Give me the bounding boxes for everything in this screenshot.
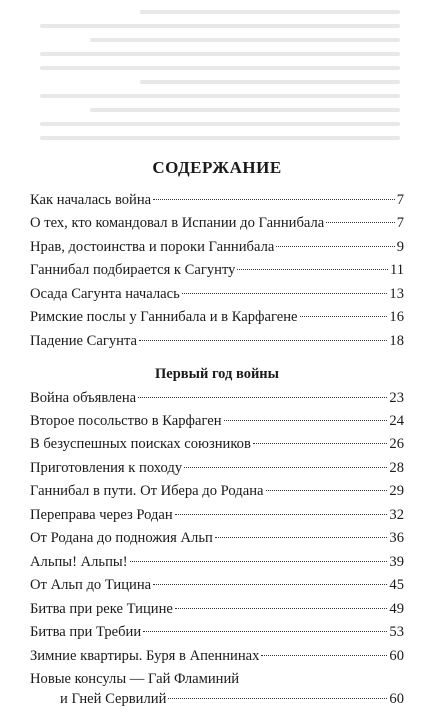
toc-entry-title: От Родана до подножия Альп [30,530,213,547]
toc-entry-page: 60 [389,690,404,707]
toc-entry [30,482,404,502]
toc-entry-page: 7 [396,215,404,232]
toc-title: СОДЕРЖАНИЕ [152,158,282,177]
toc-entry [30,412,404,432]
dot-leader [326,222,394,223]
toc-entry [30,506,404,526]
toc-entry-page: 29 [389,483,404,500]
toc-entry-page: 39 [389,553,404,570]
toc-entry [30,576,404,596]
toc-entry-title: О тех, кто командовал в Испании до Ганнибала [30,215,325,232]
toc-entry-title: Альпы! Альпы! [30,553,128,570]
dot-leader [253,443,388,444]
bleed-through-texture [0,0,430,150]
dot-leader [261,655,387,656]
dot-leader [237,269,387,270]
dot-leader [153,584,387,585]
dot-leader [138,397,387,398]
table-of-contents [30,158,404,713]
toc-entry-page: 26 [389,436,404,453]
toc-entry-title: Приготовления к походу [30,459,183,476]
toc-entry-page: 11 [389,262,404,279]
toc-entry-page: 16 [389,309,404,326]
toc-entry [30,308,404,328]
toc-entry-title: В безуспешных поисках союзников [30,436,251,453]
dot-leader [215,537,388,538]
dot-leader [300,316,388,317]
toc-entry-page: 18 [389,332,404,349]
toc-entry [30,600,404,620]
toc-entry-title: Зимние квартиры. Буря в Апеннинах [30,647,260,664]
dot-leader [143,631,387,632]
dot-leader [224,420,388,421]
dot-leader [139,340,387,341]
toc-entry-page: 32 [389,506,404,523]
toc-entry-continuation [30,690,404,710]
toc-entry-page: 23 [389,389,404,406]
toc-entry-title: Битва при реке Тицине [30,600,173,617]
toc-entry [30,623,404,643]
toc-entry [30,435,404,455]
toc-entry [30,285,404,305]
toc-entry-title: Переправа через Родан [30,506,173,523]
toc-entry-title: Ганнибал подбирается к Сагунту [30,262,236,279]
toc-entry [30,214,404,234]
dot-leader [184,467,387,468]
toc-entry-page: 7 [396,192,404,208]
toc-entry-title: Второе посольство в Карфаген [30,412,222,429]
toc-entry-title: Ганнибал в пути. От Ибера до Родана [30,483,264,500]
dot-leader [175,514,388,515]
toc-entry-page: 60 [389,647,404,664]
toc-entry-title: Падение Сагунта [30,332,138,349]
toc-entry-page: 53 [389,624,404,641]
toc-entry-page: 9 [396,238,404,255]
toc-entry [30,238,404,258]
toc-entry-title: Нрав, достоинства и пороки Ганнибала [30,238,275,255]
section-title: Первый год войны [155,365,279,382]
toc-entry [30,459,404,479]
dot-leader [153,199,395,200]
toc-entry-page: 13 [389,285,404,302]
toc-entry [30,191,404,211]
toc-entry-page: 24 [389,412,404,429]
toc-entry [30,647,404,667]
toc-entry [30,389,404,409]
toc-entry-title: Битва при Требии [30,624,142,641]
toc-entry-title: Осада Сагунта началась [30,285,180,302]
dot-leader [266,490,388,491]
dot-leader [182,293,388,294]
toc-entry [30,332,404,352]
toc-entry-page: 36 [389,530,404,547]
toc-entry-title: Римские послы у Ганнибала и в Карфагене [30,309,298,326]
dot-leader [130,561,388,562]
toc-entry-page: 45 [389,577,404,594]
toc-entry-page: 28 [389,459,404,476]
toc-entry [30,553,404,573]
toc-entry-first-line [30,670,404,690]
dot-leader [276,246,394,247]
toc-entry-title: и Гней Сервилий [60,690,167,707]
toc-entry-title: Как началась война [30,192,152,208]
toc-entry-title: От Альп до Тицина [30,577,152,594]
toc-entry [30,529,404,549]
toc-entry-page: 49 [389,600,404,617]
toc-entry-title: Новые консулы — Гай Фламиний [30,671,240,688]
toc-entry-title: Война объявлена [30,389,137,406]
toc-entry [30,261,404,281]
dot-leader [175,608,388,609]
